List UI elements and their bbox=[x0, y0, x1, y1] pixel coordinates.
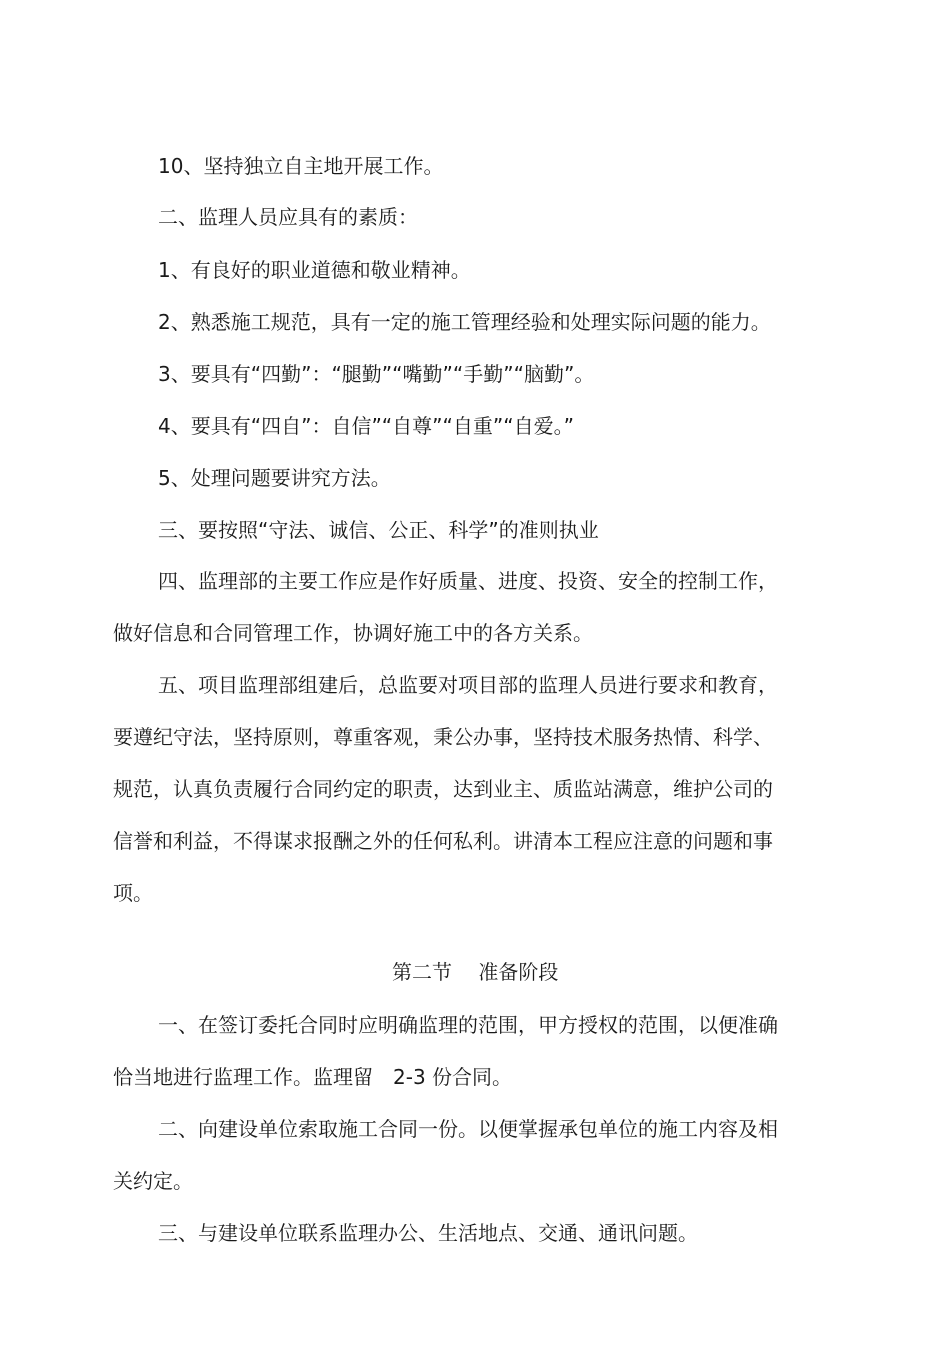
list-item-10: 10、坚持独立自主地开展工作。 bbox=[158, 154, 444, 178]
list-item-5: 5、处理问题要讲究方法。 bbox=[158, 466, 391, 490]
list-item-4: 4、要具有“四自”：自信”“自尊”“自重”“自爱。” bbox=[158, 414, 574, 438]
paragraph-one-line-1: 一、在签订委托合同时应明确监理的范围，甲方授权的范围，以便准确 bbox=[158, 1013, 778, 1037]
paragraph-four-line-1: 四、监理部的主要工作应是作好质量、进度、投资、安全的控制工作， bbox=[158, 569, 778, 593]
paragraph-two-line-1: 二、向建设单位索取施工合同一份。以便掌握承包单位的施工内容及相 bbox=[158, 1117, 778, 1141]
paragraph-five-line-2: 要遵纪守法，坚持原则，尊重客观，秉公办事，坚持技术服务热情、科学、 bbox=[113, 725, 773, 749]
paragraph-five-line-1: 五、项目监理部组建后，总监要对项目部的监理人员进行要求和教育， bbox=[158, 673, 778, 697]
list-item-1: 1、有良好的职业道德和敬业精神。 bbox=[158, 258, 471, 282]
section-heading-principles: 三、要按照“守法、诚信、公正、科学”的准则执业 bbox=[158, 518, 599, 542]
section-heading-qualities: 二、监理人员应具有的素质： bbox=[158, 205, 418, 229]
paragraph-one-line-2: 恰当地进行监理工作。监理留 2-3 份合同。 bbox=[113, 1065, 513, 1089]
paragraph-five-line-3: 规范，认真负责履行合同约定的职责，达到业主、质监站满意，维护公司的 bbox=[113, 777, 773, 801]
paragraph-two-line-2: 关约定。 bbox=[113, 1169, 193, 1193]
paragraph-four-line-2: 做好信息和合同管理工作，协调好施工中的各方关系。 bbox=[113, 621, 593, 645]
paragraph-three-line-1: 三、与建设单位联系监理办公、生活地点、交通、通讯问题。 bbox=[158, 1221, 698, 1245]
list-item-3: 3、要具有“四勤”：“腿勤”“嘴勤”“手勤”“脑勤”。 bbox=[158, 362, 595, 386]
paragraph-five-line-4: 信誉和利益，不得谋求报酬之外的任何私利。讲清本工程应注意的问题和事 bbox=[113, 829, 773, 853]
section-title: 第二节 准备阶段 bbox=[392, 960, 559, 984]
list-item-2: 2、熟悉施工规范，具有一定的施工管理经验和处理实际问题的能力。 bbox=[158, 310, 771, 334]
paragraph-five-line-5: 项。 bbox=[113, 881, 153, 905]
